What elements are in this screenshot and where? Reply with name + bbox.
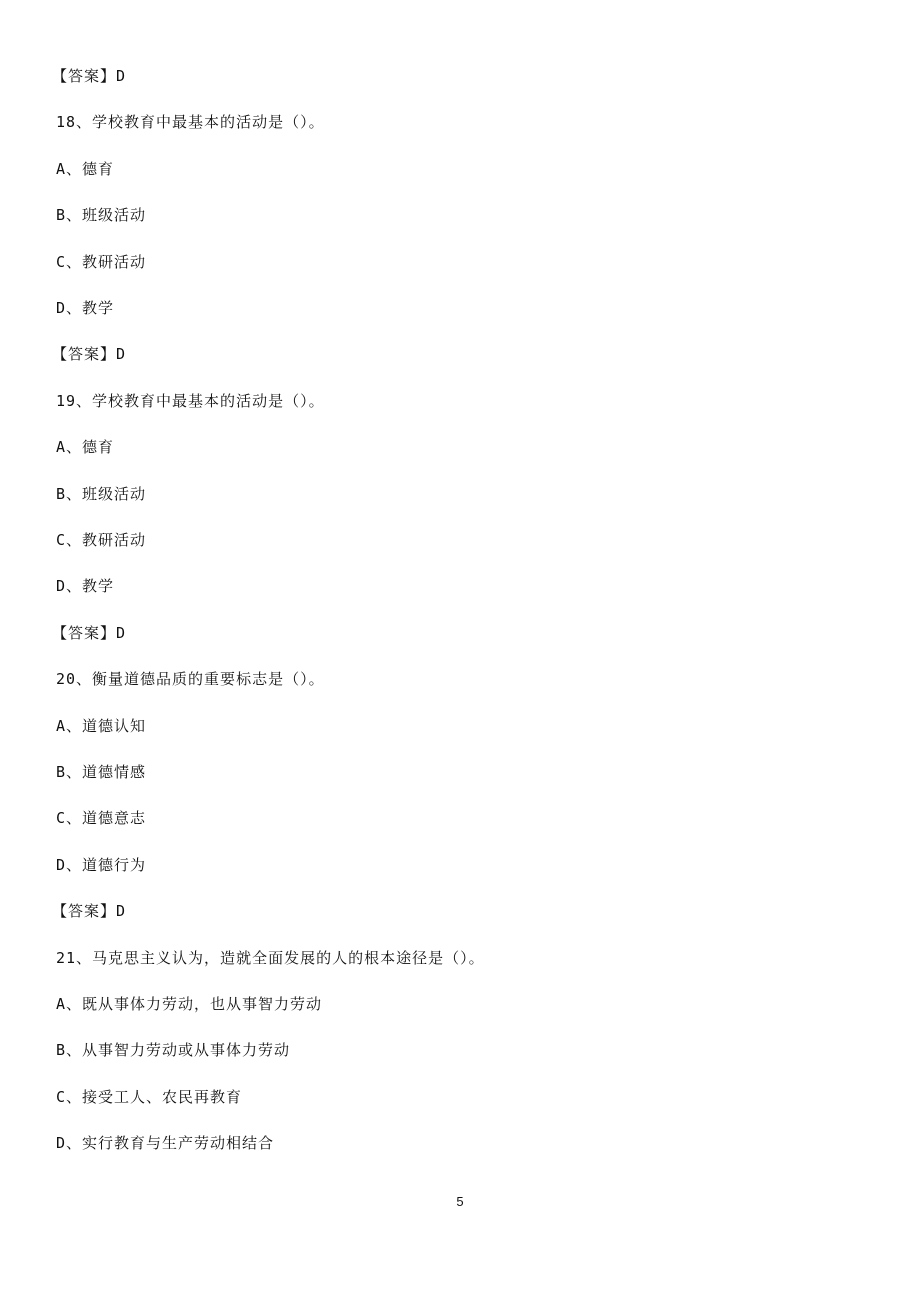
option-line: A、既从事体力劳动，也从事智力劳动: [56, 995, 323, 1013]
option-line: D、道德行为: [56, 856, 147, 874]
option-line: C、教研活动: [56, 531, 147, 549]
option-line: C、接受工人、农民再教育: [56, 1088, 243, 1106]
option-line: A、德育: [56, 438, 115, 456]
answer-line: 【答案】D: [52, 345, 127, 363]
option-line: D、教学: [56, 299, 115, 317]
question-line: 19、学校教育中最基本的活动是（）。: [56, 392, 325, 410]
option-line: D、教学: [56, 577, 115, 595]
option-line: C、教研活动: [56, 253, 147, 271]
answer-line: 【答案】D: [52, 624, 127, 642]
option-line: A、道德认知: [56, 717, 147, 735]
question-line: 20、衡量道德品质的重要标志是（）。: [56, 670, 325, 688]
question-line: 18、学校教育中最基本的活动是（）。: [56, 113, 325, 131]
option-line: B、道德情感: [56, 763, 147, 781]
page-number: 5: [456, 1194, 464, 1209]
option-line: B、班级活动: [56, 206, 147, 224]
answer-line: 【答案】D: [52, 67, 127, 85]
option-line: C、道德意志: [56, 809, 147, 827]
question-line: 21、马克思主义认为，造就全面发展的人的根本途径是（）。: [56, 949, 485, 967]
answer-line: 【答案】D: [52, 902, 127, 920]
option-line: B、班级活动: [56, 485, 147, 503]
option-line: A、德育: [56, 160, 115, 178]
option-line: B、从事智力劳动或从事体力劳动: [56, 1041, 291, 1059]
option-line: D、实行教育与生产劳动相结合: [56, 1134, 275, 1152]
